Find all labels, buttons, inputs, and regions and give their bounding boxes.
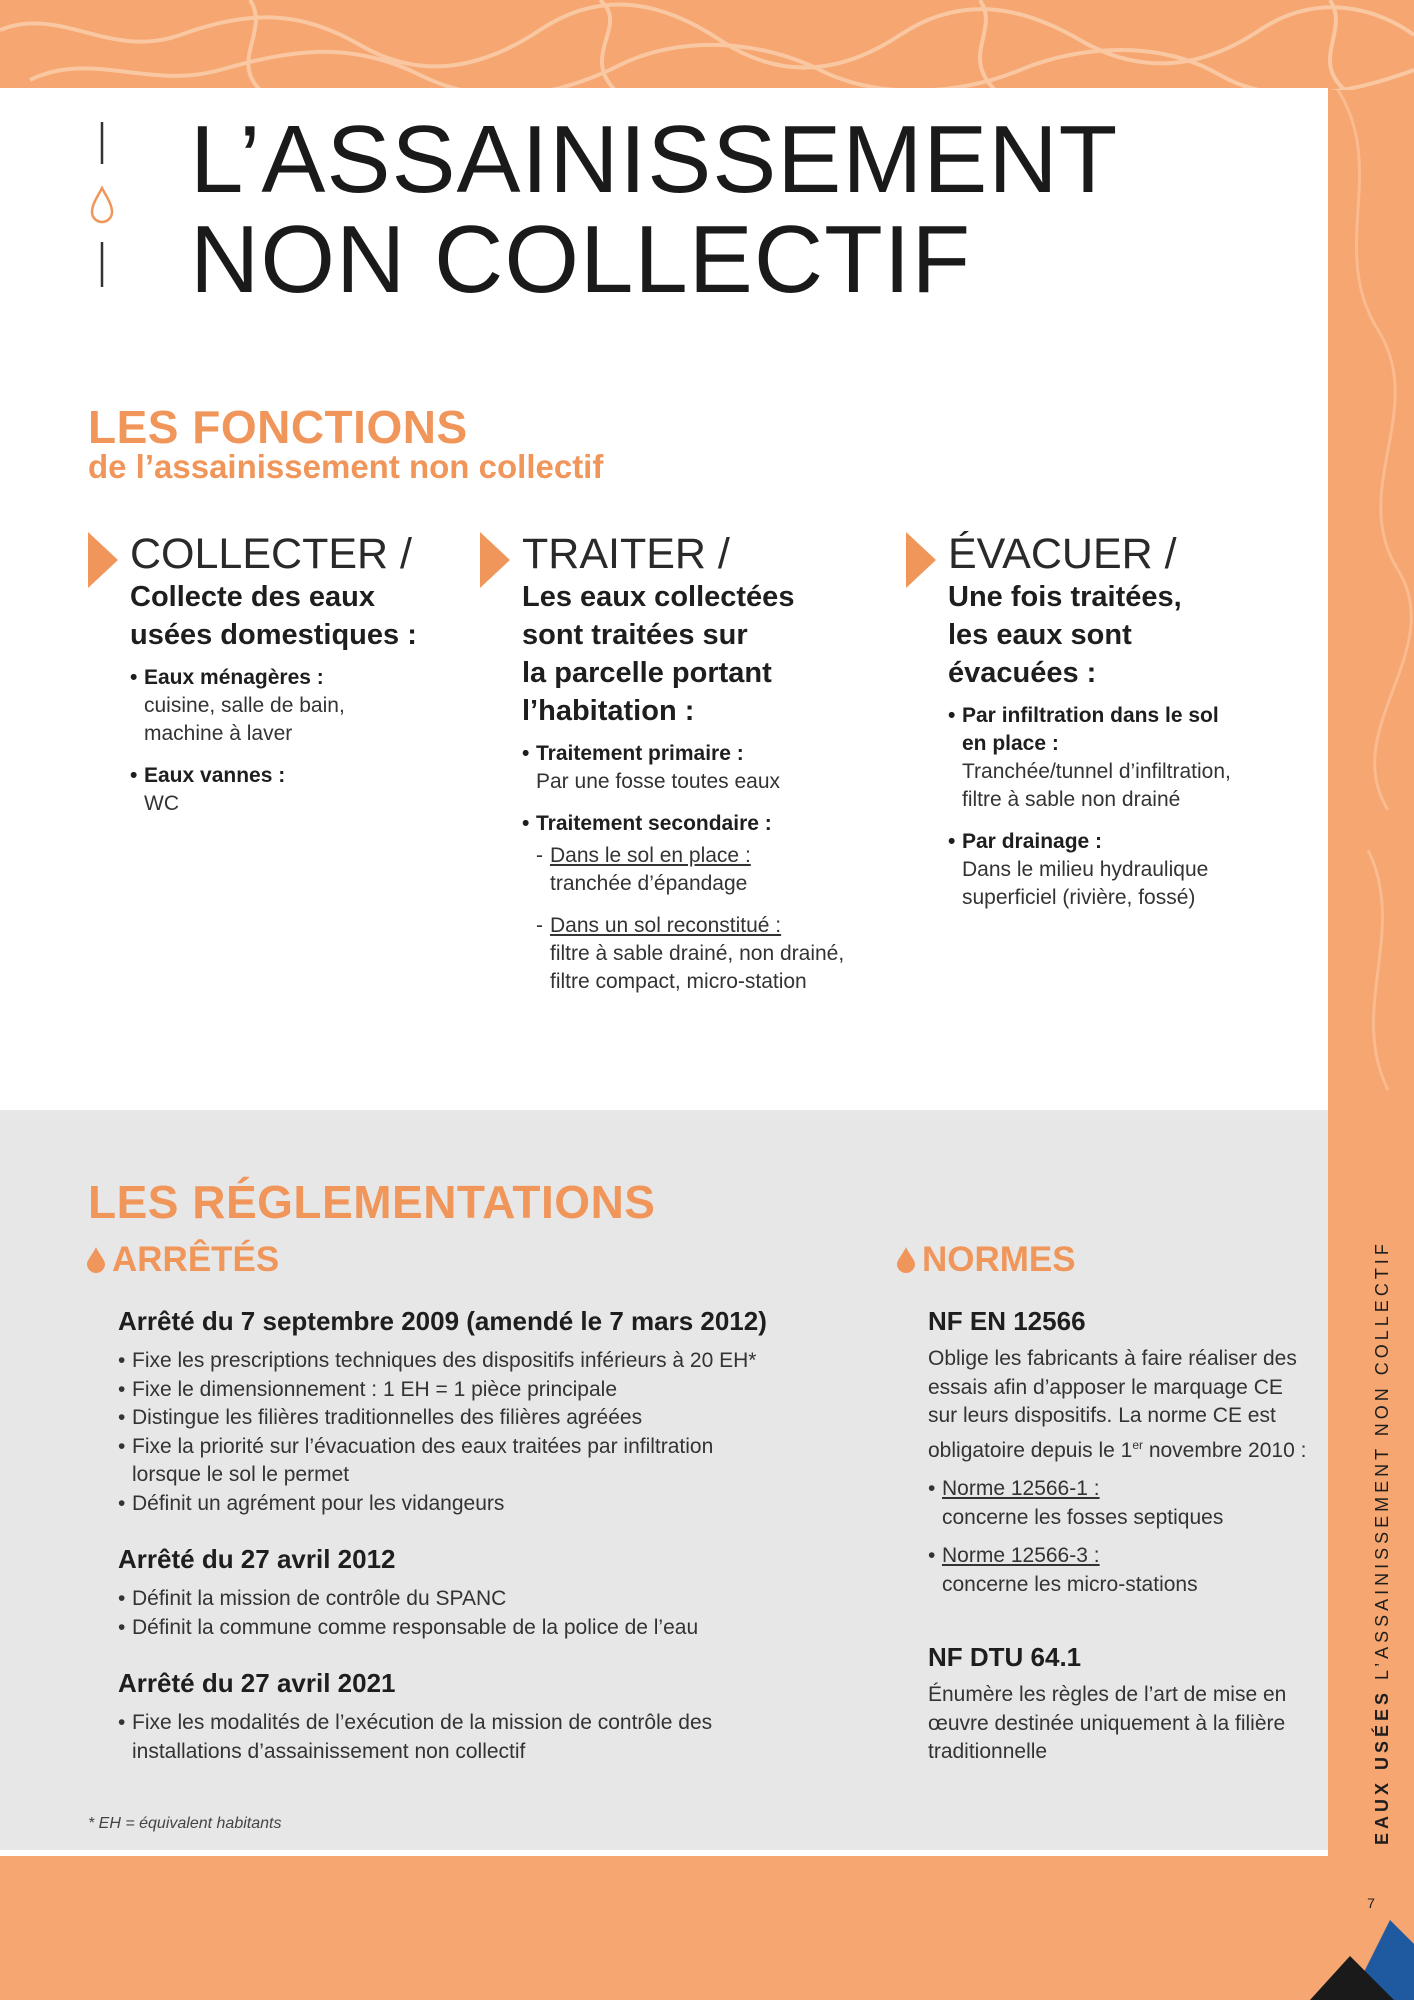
column-collecter — [88, 530, 448, 832]
arrow-triangle-icon — [906, 532, 936, 588]
regulations-title: LES RÉGLEMENTATIONS — [88, 1176, 656, 1228]
norme-text-part: Oblige les fabricants à faire réaliser des essais afin d’apposer le marquage CE sur leurs dispositifs. La norme CE est obligatoire depuis le 1 — [928, 1347, 1297, 1462]
list-item: • Définit la mission de contrôle du SPANC — [118, 1585, 818, 1614]
sub-item-label: - Dans le sol en place : — [550, 844, 751, 867]
list-item: • Définit la commune comme responsable de la police de l’eau — [118, 1614, 818, 1643]
traiter-lead-line: l’habitation : — [522, 695, 695, 727]
normes-title-text: NORMES — [922, 1240, 1076, 1279]
list-item — [928, 1542, 1308, 1599]
collecter-lead-line: usées domestiques : — [130, 619, 417, 651]
list-item — [130, 762, 448, 818]
item-label: • Traitement primaire : — [536, 742, 744, 765]
functions-title: LES FONCTIONS — [88, 401, 468, 453]
list-item — [130, 664, 448, 748]
item-text: superficiel (rivière, fossé) — [962, 886, 1196, 909]
evacuer-lead — [948, 578, 1306, 692]
norme-nf-dtu-block — [928, 1642, 1308, 1767]
list-item — [948, 702, 1306, 814]
title-drop-marker-icon — [88, 122, 116, 292]
functions-subtitle: de l’assainissement non collectif — [88, 448, 604, 485]
item-text: filtre à sable non drainé — [962, 788, 1181, 811]
list-item — [522, 740, 880, 796]
page-title — [190, 106, 1119, 313]
list-item: • Définit un agrément pour les vidangeurs — [118, 1490, 818, 1519]
item-label: • Traitement secondaire : — [536, 812, 772, 835]
arrete-block — [118, 1668, 818, 1766]
list-item: • Fixe les modalités de l’exécution de la mission de contrôle des installations d’assainissement non collectif — [118, 1709, 772, 1766]
traiter-lead — [522, 578, 880, 730]
norme-heading: NF DTU 64.1 — [928, 1642, 1082, 1672]
item-text: cuisine, salle de bain, — [144, 694, 345, 717]
item-text: Tranchée/tunnel d’infiltration, — [962, 760, 1231, 783]
list-item — [928, 1475, 1308, 1532]
item-text: Dans le milieu hydraulique — [962, 858, 1209, 881]
norme-text-sup: er — [1132, 1437, 1143, 1452]
arrete-heading: Arrêté du 27 avril 2012 — [118, 1544, 396, 1574]
arrow-triangle-icon — [88, 532, 118, 588]
collecter-lead-line: Collecte des eaux — [130, 581, 375, 613]
normes-title — [896, 1240, 1076, 1280]
water-drop-icon — [86, 1247, 106, 1273]
evacuer-lead-line: Une fois traitées, — [948, 581, 1182, 613]
sub-item-text: filtre à sable drainé, non drainé, — [550, 942, 845, 965]
corner-decoration — [1310, 1920, 1414, 2000]
arrete-heading: Arrêté du 7 septembre 2009 (amendé le 7 mars 2012) — [118, 1306, 767, 1336]
evacuer-heading: ÉVACUER / — [948, 530, 1177, 578]
norme-text-part: novembre 2010 : — [1142, 1438, 1307, 1462]
collecter-lead — [130, 578, 448, 654]
side-ripple-decoration — [1328, 90, 1414, 1920]
norme-item-label: • Norme 12566-1 : — [942, 1477, 1100, 1500]
traiter-list — [522, 740, 880, 996]
item-text: Par une fosse toutes eaux — [536, 770, 780, 793]
sub-item-text: filtre compact, micro-station — [550, 970, 807, 993]
norme-item-text: concerne les fosses septiques — [942, 1505, 1224, 1529]
footnote: * EH = équivalent habitants — [88, 1815, 282, 1832]
item-label: • Eaux ménagères : — [144, 666, 324, 689]
arrete-list — [118, 1585, 818, 1642]
item-text: WC — [144, 792, 179, 815]
traiter-lead-line: Les eaux collectées — [522, 581, 795, 613]
section-label-bold: EAUX USÉES — [1372, 1688, 1392, 1845]
arretes-title-text: ARRÊTÉS — [112, 1240, 280, 1279]
page-title-line-2: NON COLLECTIF — [190, 206, 972, 313]
norme-text: Énumère les règles de l’art de mise en œuvre destinée uniquement à la filière traditionnelle — [928, 1683, 1287, 1763]
norme-nf-en-block — [928, 1306, 1308, 1609]
norme-item-label: • Norme 12566-3 : — [942, 1544, 1100, 1567]
norme-item-text: concerne les micro-stations — [942, 1572, 1198, 1596]
item-label: en place : — [962, 732, 1059, 755]
list-item: • Fixe les prescriptions techniques des dispositifs inférieurs à 20 EH* — [118, 1347, 818, 1376]
collecter-list — [130, 664, 448, 818]
norme-list — [928, 1475, 1308, 1599]
norme-heading: NF EN 12566 — [928, 1306, 1086, 1336]
water-ripple-decoration — [0, 0, 1414, 90]
norme-text — [928, 1345, 1308, 1465]
arrete-list — [118, 1709, 818, 1766]
traiter-heading: TRAITER / — [522, 530, 730, 578]
arrow-triangle-icon — [480, 532, 510, 588]
list-item: • Distingue les filières traditionnelles des filières agréées — [118, 1404, 818, 1433]
collecter-heading: COLLECTER / — [130, 530, 412, 578]
item-label: • Par drainage : — [962, 830, 1103, 853]
list-item — [948, 828, 1306, 912]
list-item — [522, 810, 880, 996]
traiter-lead-line: sont traitées sur — [522, 619, 748, 651]
evacuer-lead-line: évacuées : — [948, 657, 1097, 689]
list-item — [536, 842, 880, 898]
page-title-line-1: L’ASSAINISSEMENT — [190, 106, 1119, 213]
item-label: • Par infiltration dans le sol — [962, 704, 1219, 727]
list-item: • Fixe le dimensionnement : 1 EH = 1 pièce principale — [118, 1376, 818, 1405]
list-item — [536, 912, 880, 996]
sub-item-label: - Dans un sol reconstitué : — [550, 914, 782, 937]
column-evacuer — [906, 530, 1306, 926]
evacuer-list — [948, 702, 1306, 912]
vertical-section-label — [1372, 1240, 1393, 1845]
arrete-heading: Arrêté du 27 avril 2021 — [118, 1668, 396, 1698]
arrete-block — [118, 1544, 818, 1642]
item-label: • Eaux vannes : — [144, 764, 286, 787]
evacuer-lead-line: les eaux sont — [948, 619, 1132, 651]
sub-item-text: tranchée d’épandage — [550, 872, 748, 895]
water-drop-icon — [896, 1247, 916, 1273]
arrete-list — [118, 1347, 818, 1518]
list-item: • Fixe la priorité sur l’évacuation des eaux traitées par infiltration lorsque le sol le permet — [118, 1433, 772, 1490]
arretes-title — [86, 1240, 279, 1280]
column-traiter — [480, 530, 880, 1010]
secondary-list — [536, 842, 880, 996]
traiter-lead-line: la parcelle portant — [522, 657, 772, 689]
item-text: machine à laver — [144, 722, 293, 745]
section-label-light: L’ASSAINISSEMENT NON COLLECTIF — [1372, 1240, 1392, 1680]
arrete-block — [118, 1306, 818, 1518]
page-number: 7 — [1367, 1895, 1375, 1911]
